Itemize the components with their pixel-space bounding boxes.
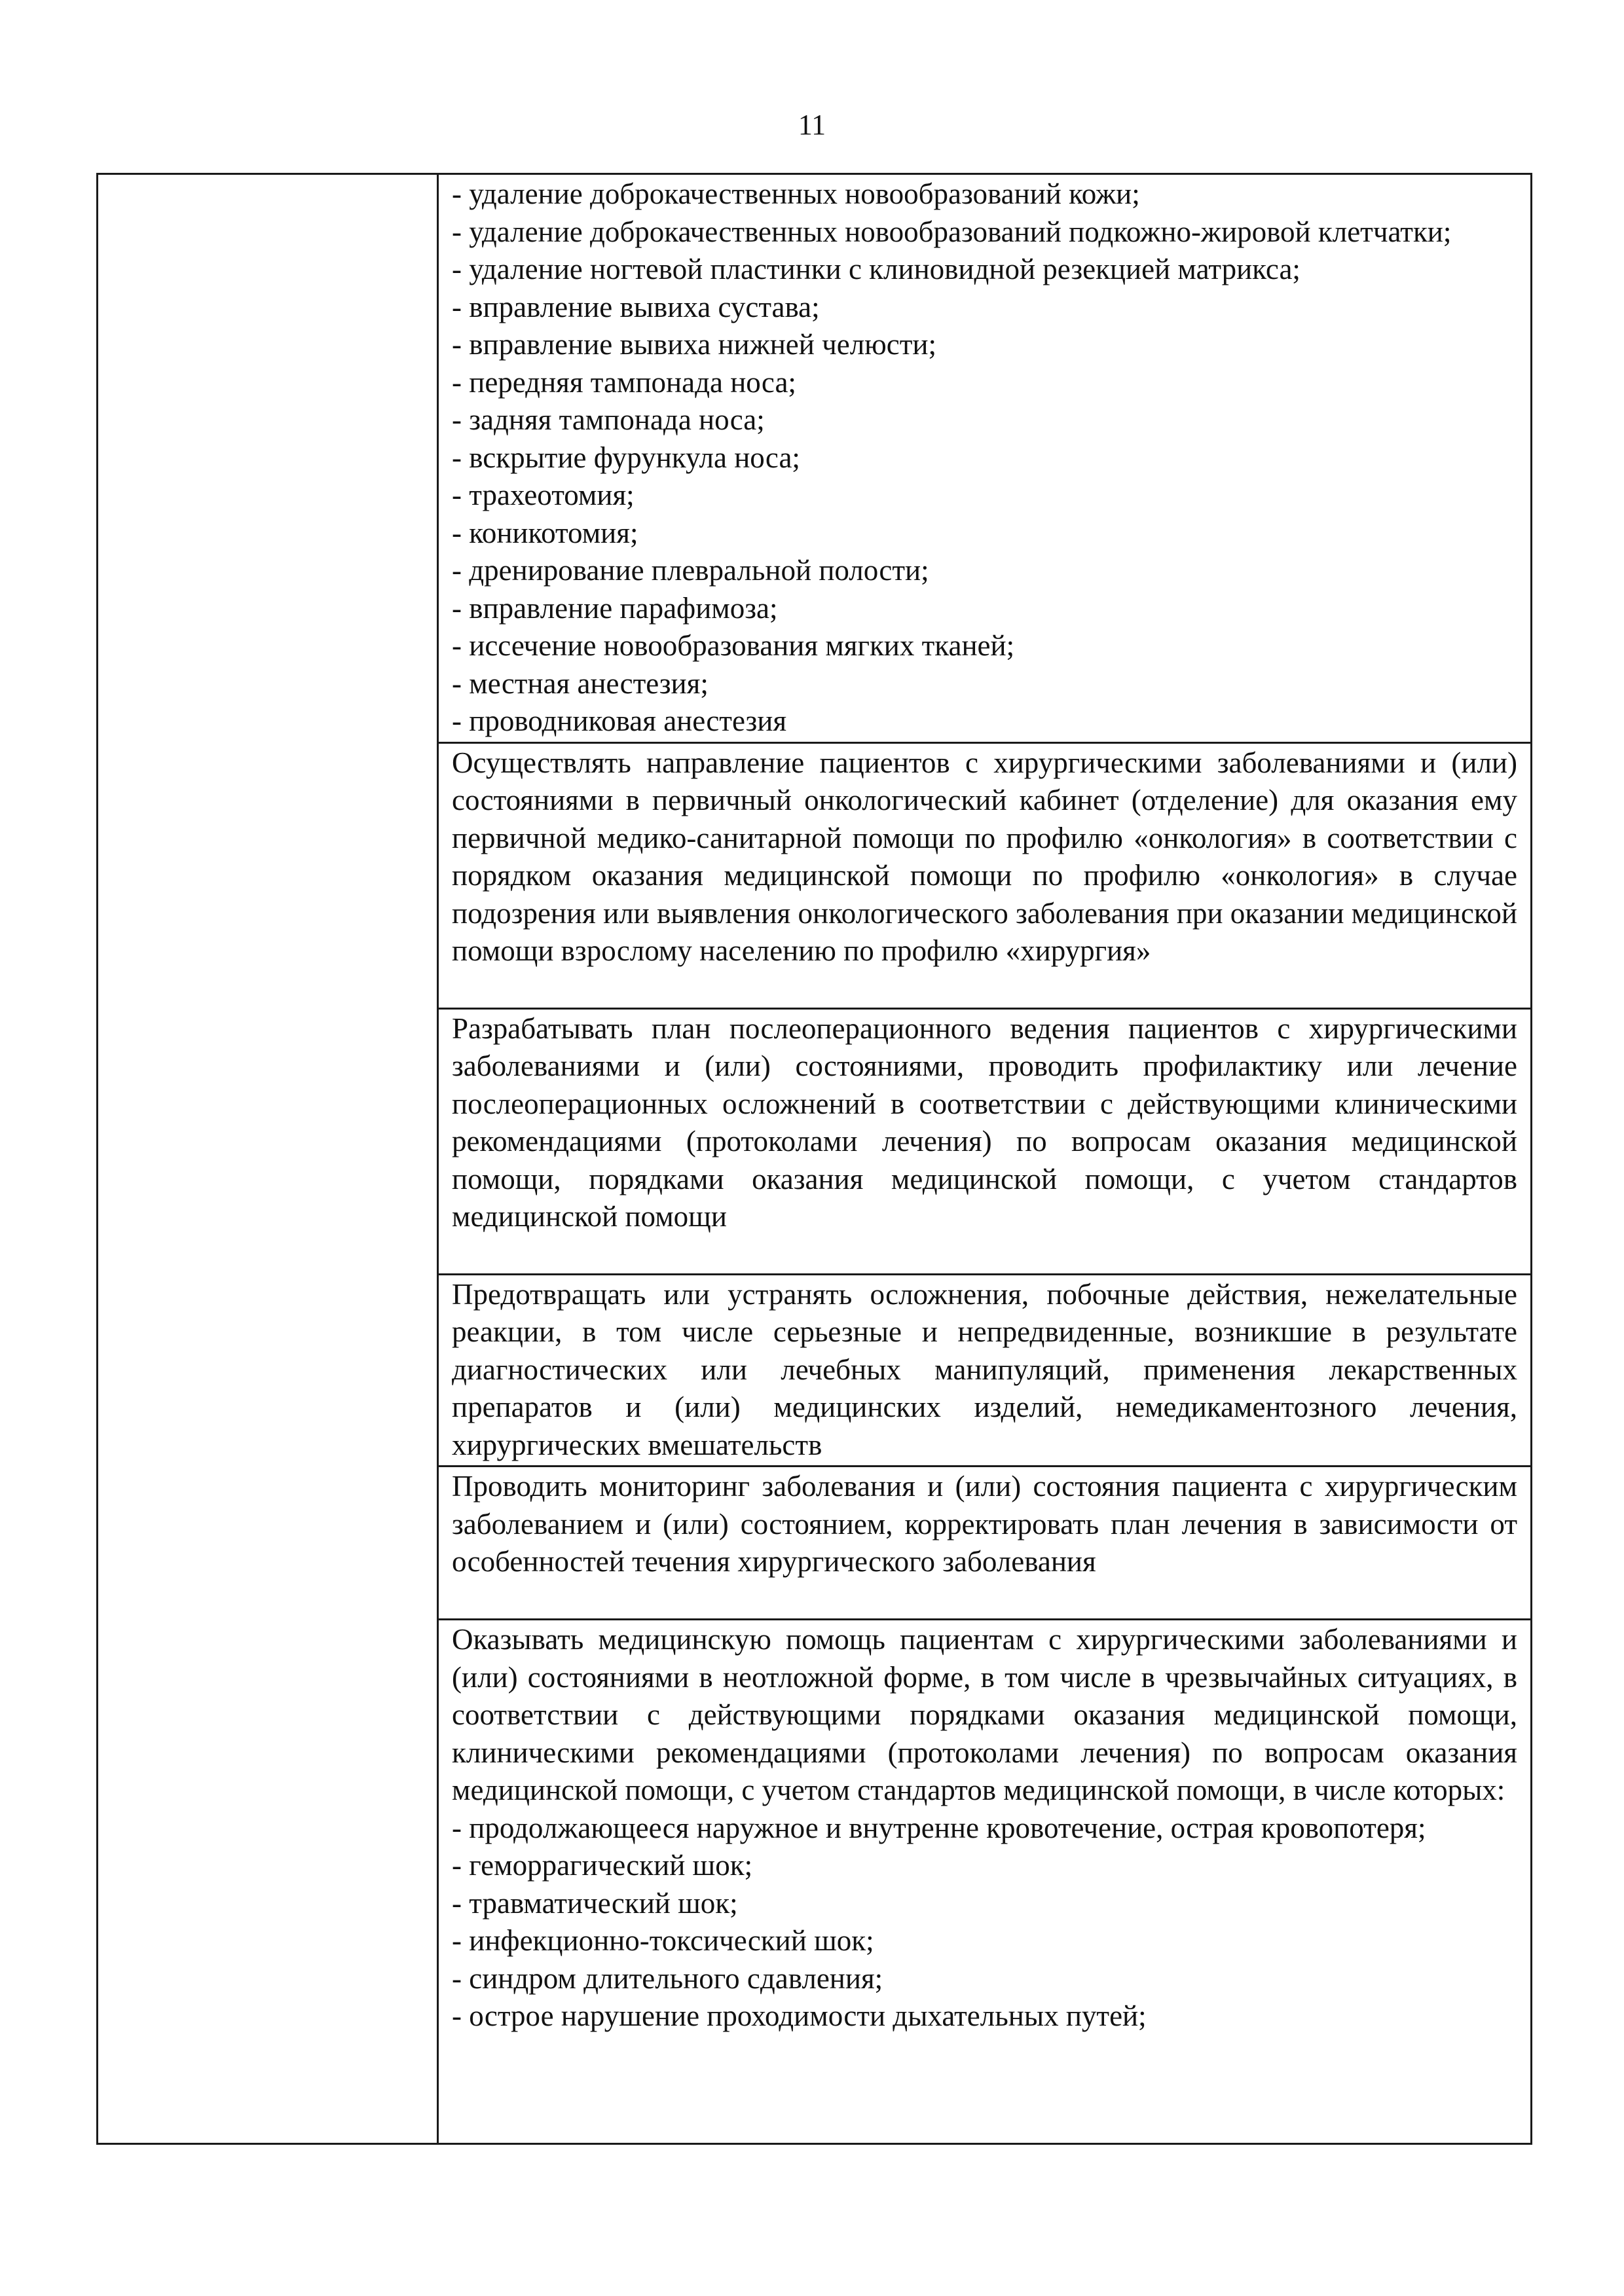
requirement-text: Предотвращать или устранять осложнения, побочные действия, нежелательные реакции, в том числе серьезные и непредвиденные, возникшие в результате диагностических или лечебных манипуляций, применения лекарственных препаратов и (или) медицинских изделий, немедикаментозного лечения, хирургических вмешательств — [452, 1277, 1517, 1461]
emergency-conditions-list — [452, 1810, 1517, 2035]
list-item: - продолжающееся наружное и внутренне кровотечение, острая кровопотеря; — [452, 1810, 1517, 1848]
list-item: - удаление ногтевой пластинки с клиновидной резекцией матрикса; — [452, 251, 1517, 289]
list-item: - травматический шок; — [452, 1885, 1517, 1923]
list-item: - вправление парафимоза; — [452, 590, 1517, 628]
table-cell — [438, 1274, 1532, 1467]
list-item: - удаление доброкачественных новообразований подкожно-жировой клетчатки; — [452, 213, 1517, 251]
list-item: - синдром длительного сдавления; — [452, 1960, 1517, 1998]
table-cell — [438, 174, 1532, 743]
table-cell — [438, 1008, 1532, 1274]
list-item: - местная анестезия; — [452, 665, 1517, 703]
list-item: - вправление вывиха сустава; — [452, 289, 1517, 327]
list-item: - задняя тампонада носа; — [452, 401, 1517, 439]
table-cell — [438, 742, 1532, 1008]
list-item: - удаление доброкачественных новообразований кожи; — [452, 175, 1517, 213]
list-item: - трахеотомия; — [452, 477, 1517, 515]
requirement-text: Разрабатывать план послеоперационного ведения пациентов с хирургическими заболеваниями и (или) состояниями, проводить профилактику или лечение послеоперационных осложнений в соответствии с действующими клиническими рекомендациями (протоколами лечения) по вопросам оказания медицинской помощи, порядками оказания медицинской помощи, с учетом стандартов медицинской помощи — [452, 1011, 1517, 1233]
list-item: - дренирование плевральной полости; — [452, 552, 1517, 590]
list-item: - геморрагический шок; — [452, 1847, 1517, 1885]
table-cell — [438, 1620, 1532, 2144]
table-cell — [438, 1467, 1532, 1620]
list-item: - инфекционно-токсический шок; — [452, 1922, 1517, 1960]
list-item: - проводниковая анестезия — [452, 702, 1517, 740]
list-item: - вправление вывиха нижней челюсти; — [452, 326, 1517, 364]
requirement-text: Оказывать медицинскую помощь пациентам с хирургическими заболеваниями и (или) состояниями в неотложной форме, в том числе в чрезвычайных ситуациях, в соответствии с действующими порядками оказания медицинской помощи, клиническими рекомендациями (протоколами лечения) по вопросам оказания медицинской помощи, с учетом стандартов медицинской помощи, в числе которых: — [452, 1623, 1517, 1806]
list-item: - передняя тампонада носа; — [452, 364, 1517, 402]
list-item: - коникотомия; — [452, 515, 1517, 553]
left-empty-cell — [98, 174, 438, 2144]
list-item: - острое нарушение проходимости дыхательных путей; — [452, 1997, 1517, 2035]
list-item: - иссечение новообразования мягких тканей; — [452, 627, 1517, 665]
table-row — [98, 174, 1532, 743]
page-number: 11 — [798, 109, 826, 141]
requirement-text: Проводить мониторинг заболевания и (или) состояния пациента с хирургическим заболеванием и (или) состоянием, корректировать план лечения в зависимости от особенностей течения хирургического заболевания — [452, 1470, 1517, 1578]
procedure-list — [452, 175, 1517, 740]
requirement-text: Осуществлять направление пациентов с хирургическими заболеваниями и (или) состояниями в первичный онкологический кабинет (отделение) для оказания ему первичной медико-санитарной помощи по профилю «онкология» в соответствии с порядком оказания медицинской помощи по профилю «онкология» в случае подозрения или выявления онкологического заболевания при оказании медицинской помощи взрослому населению по профилю «хирургия» — [452, 746, 1517, 967]
list-item: - вскрытие фурункула носа; — [452, 439, 1517, 477]
competency-table — [96, 173, 1532, 2145]
